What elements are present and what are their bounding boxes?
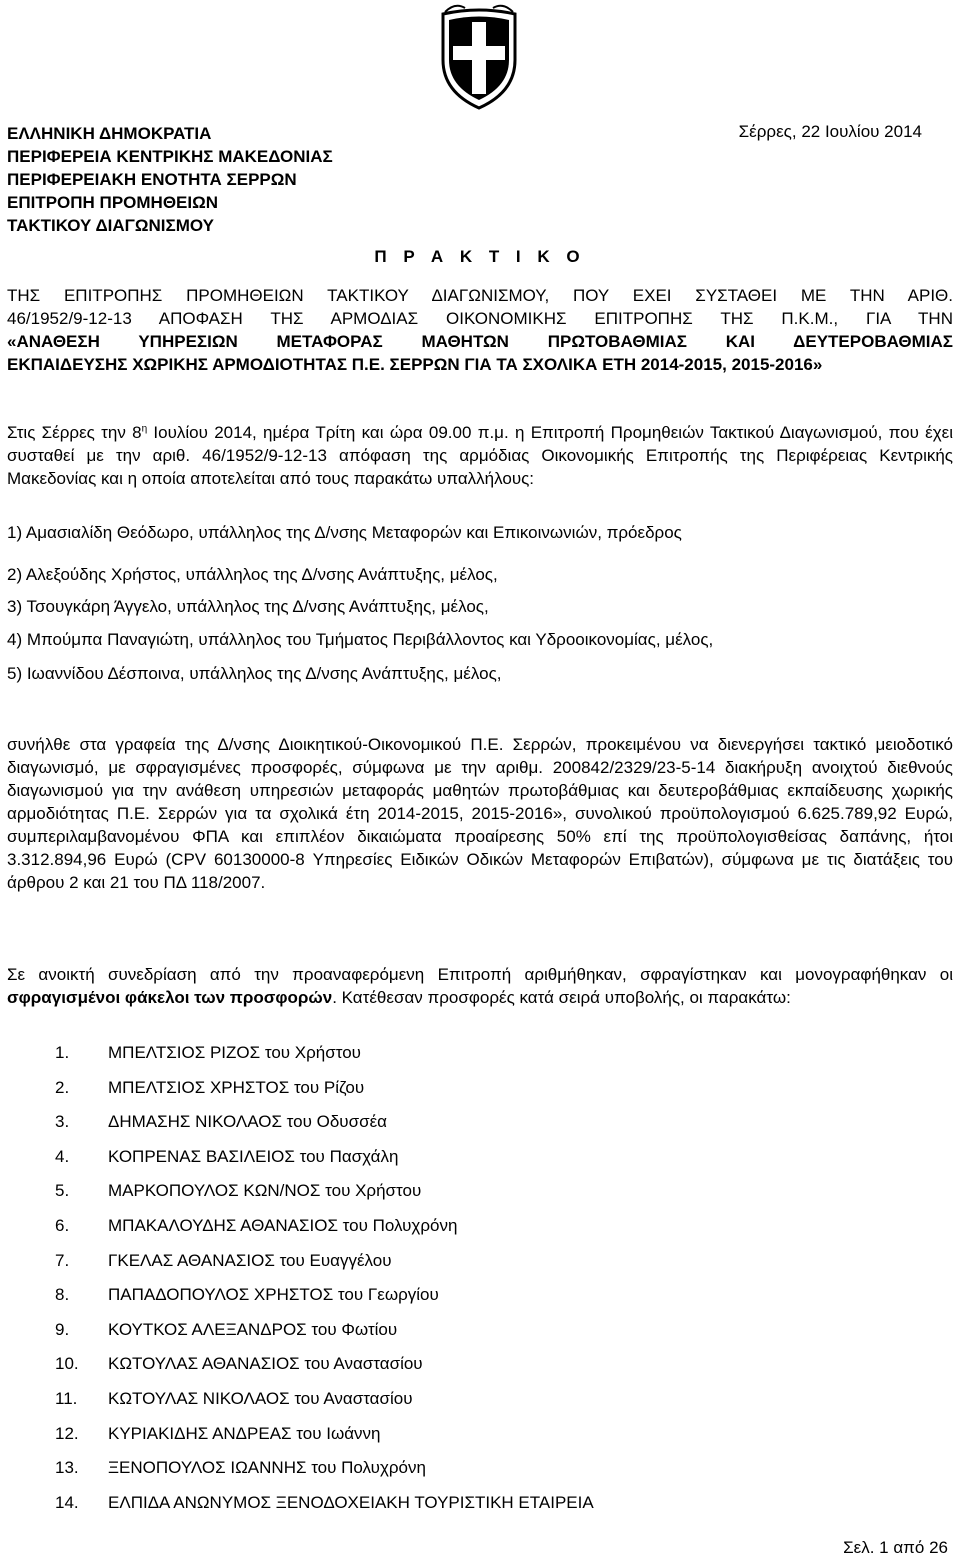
committee-member: 1) Αμασιαλίδη Θεόδωρο, υπάλληλος της Δ/νσης Μεταφορών και Επικοινωνιών, πρόεδρος xyxy=(7,523,682,542)
offer-bidder-name: ΜΠΕΛΤΣΙΟΣ ΡΙΖΟΣ του Χρήστου xyxy=(108,1043,361,1062)
offer-bidder-name: ΓΚΕΛΑΣ ΑΘΑΝΑΣΙΟΣ του Ευαγγέλου xyxy=(108,1250,392,1270)
header-line: ΠΕΡΙΦΕΡΕΙΑ ΚΕΝΤΡΙΚΗΣ ΜΑΚΕΔΟΝΙΑΣ xyxy=(7,147,333,166)
offer-bidder-name: ΚΩΤΟΥΛΑΣ ΝΙΚΟΛΑΟΣ του Αναστασίου xyxy=(108,1389,413,1408)
intro-superscript: η xyxy=(141,423,148,435)
document-date: Σέρρες, 22 Ιουλίου 2014 xyxy=(738,122,922,141)
subject-block xyxy=(7,284,953,376)
offer-number: 3. xyxy=(55,1112,70,1132)
offer-bidder-name: ΚΟΠΡΕΝΑΣ ΒΑΣΙΛΕΙΟΣ του Πασχάλη xyxy=(108,1146,399,1166)
subject-line: ΕΚΠΑΙΔΕΥΣΗΣ ΧΩΡΙΚΗΣ ΑΡΜΟΔΙΟΤΗΤΑΣ Π.Ε. ΣΕΡΡΩΝ ΓΙΑ ΤΑ ΣΧΟΛΙΚΑ ΕΤΗ 2014-2015, 2015-2016» xyxy=(7,355,823,374)
offer-bidder-name: ΜΑΡΚΟΠΟΥΛΟΣ ΚΩΝ/ΝΟΣ του Χρήστου xyxy=(108,1181,422,1201)
header-line: ΕΛΛΗΝΙΚΗ ΔΗΜΟΚΡΑΤΙΑ xyxy=(7,124,212,143)
offer-number: 4. xyxy=(55,1146,70,1166)
intro-text-start: Στις Σέρρες την 8 xyxy=(7,423,142,442)
offer-bidder-name: ΜΠΑΚΑΛΟΥΔΗΣ ΑΘΑΝΑΣΙΟΣ του Πολυχρόνη xyxy=(108,1216,458,1235)
offer-number: 11. xyxy=(55,1389,78,1408)
document-title: Π Ρ Α Κ Τ Ι Κ Ο xyxy=(374,247,586,266)
intro-paragraph xyxy=(7,421,953,490)
committee-member: 4) Μπούμπα Παναγιώτη, υπάλληλος του Τμήματος Περιβάλλοντος και Υδροοικονομίας, μέλος, xyxy=(7,630,714,649)
offer-number: 1. xyxy=(55,1043,70,1062)
offer-bidder-name: ΠΑΠΑΔΟΠΟΥΛΟΣ ΧΡΗΣΤΟΣ του Γεωργίου xyxy=(108,1285,439,1305)
offer-bidder-name: ΚΟΥΤΚΟΣ ΑΛΕΞΑΝΔΡΟΣ του Φωτίου xyxy=(108,1319,398,1339)
offer-number: 2. xyxy=(55,1077,70,1097)
offer-number: 8. xyxy=(55,1285,70,1305)
committee-member: 5) Ιωαννίδου Δέσποινα, υπάλληλος της Δ/νσης Ανάπτυξης, μέλος, xyxy=(7,664,502,683)
header-line: ΤΑΚΤΙΚΟΥ ΔΙΑΓΩΝΙΣΜΟΥ xyxy=(7,216,214,235)
offer-bidder-name: ΔΗΜΑΣΗΣ ΝΙΚΟΛΑΟΣ του Οδυσσέα xyxy=(108,1112,387,1132)
issuer-header xyxy=(7,122,333,237)
offer-number: 14. xyxy=(55,1492,79,1512)
session-text-bold: σφραγισμένοι φάκελοι των προσφορών xyxy=(7,988,333,1007)
page-number: Σελ. 1 από 26 xyxy=(843,1538,948,1557)
meeting-paragraph: συνήλθε στα γραφεία της Δ/νσης Διοικητικού-Οικονομικού Π.Ε. Σερρών, προκειμένου να διενεργήσει τακτικό μειοδοτικό διαγωνισμό, με σφραγισμένες προσφορές, σύμφωνα με την αριθμ. 200842/2329/23-5-14 διακήρυξη ανοιχτού διεθνούς διαγωνισμού για την ανάθεση υπηρεσιών μεταφοράς μαθητών πρωτοβάθμιας και δευτεροβάθμιας εκπαίδευσης χωρικής αρμοδιότητας Π.Ε. Σερρών για τα σχολικά έτη 2014-2015, 2015-2016», συνολικού προϋπολογισμού 6.625.789,92 Ευρώ, συμπεριλαμβανομένου ΦΠΑ και επιπλέον δικαιώματα προαίρεσης 50% επί της προϋπολογισθείσας δαπάνης, ήτοι 3.312.894,96 Ευρώ (CPV 60130000-8 Υπηρεσίες Ειδικών Οδικών Μεταφορών Επιβατών), σύμφωνα με τις διατάξεις του άρθρου 2 και 21 του ΠΔ 118/2007. xyxy=(7,735,953,892)
subject-line: ΤΗΣ ΕΠΙΤΡΟΠΗΣ ΠΡΟΜΗΘΕΙΩΝ ΤΑΚΤΙΚΟΥ ΔΙΑΓΩΝΙΣΜΟΥ, ΠΟΥ ΕΧΕΙ ΣΥΣΤΑΘΕΙ ΜΕ ΤΗΝ ΑΡΙΘ. xyxy=(7,286,953,305)
offer-number: 13. xyxy=(55,1458,79,1478)
offer-bidder-name: ΜΠΕΛΤΣΙΟΣ ΧΡΗΣΤΟΣ του Ρίζου xyxy=(108,1077,365,1097)
greek-coat-of-arms-emblem xyxy=(435,0,523,112)
offer-bidder-name: ΕΛΠΙΔΑ ΑΝΩΝΥΜΟΣ ΞΕΝΟΔΟΧΕΙΑΚΗ ΤΟΥΡΙΣΤΙΚΗ ΕΤΑΙΡΕΙΑ xyxy=(108,1492,594,1512)
header-line: ΠΕΡΙΦΕΡΕΙΑΚΗ ΕΝΟΤΗΤΑ ΣΕΡΡΩΝ xyxy=(7,170,297,189)
offer-number: 10. xyxy=(55,1354,79,1374)
offer-number: 6. xyxy=(55,1216,70,1235)
session-paragraph xyxy=(7,963,953,1009)
offer-number: 9. xyxy=(55,1319,70,1339)
offer-bidder-name: ΚΥΡΙΑΚΙΔΗΣ ΑΝΔΡΕΑΣ του Ιωάννη xyxy=(108,1423,381,1443)
intro-text-rest: Ιουλίου 2014, ημέρα Τρίτη και ώρα 09.00 π.μ. η Επιτροπή Προμηθειών Τακτικού Διαγωνισμού, που έχει συσταθεί με την αριθ. 46/1952/9-12-13 απόφαση της αρμόδιας Οικονομικής Επιτροπής της Περιφέρειας Κεντρικής Μακεδονίας και η οποία αποτελείται από τους παρακάτω υπαλλήλους: xyxy=(7,423,954,488)
session-text-start: Σε ανοικτή συνεδρίαση από την προαναφερόμενη Επιτροπή αριθμήθηκαν, σφραγίστηκαν και μονογραφήθηκαν οι xyxy=(7,965,953,984)
offer-bidder-name: ΞΕΝΟΠΟΥΛΟΣ ΙΩΑΝΝΗΣ του Πολυχρόνη xyxy=(108,1458,426,1478)
offer-number: 7. xyxy=(55,1250,70,1270)
committee-member: 2) Αλεξούδης Χρήστος, υπάλληλος της Δ/νσης Ανάπτυξης, μέλος, xyxy=(7,565,498,584)
offer-bidder-name: ΚΩΤΟΥΛΑΣ ΑΘΑΝΑΣΙΟΣ του Αναστασίου xyxy=(108,1354,423,1374)
offer-number: 12. xyxy=(55,1423,79,1443)
offer-number: 5. xyxy=(55,1181,70,1201)
subject-line: «ΑΝΑΘΕΣΗ ΥΠΗΡΕΣΙΩΝ ΜΕΤΑΦΟΡΑΣ ΜΑΘΗΤΩΝ ΠΡΩΤΟΒΑΘΜΙΑΣ ΚΑΙ ΔΕΥΤΕΡΟΒΑΘΜΙΑΣ xyxy=(7,332,953,351)
committee-member: 3) Τσουγκάρη Άγγελο, υπάλληλος της Δ/νσης Ανάπτυξης, μέλος, xyxy=(7,597,489,616)
session-text-end: . Κατέθεσαν προσφορές κατά σειρά υποβολής, οι παρακάτω: xyxy=(332,988,791,1007)
subject-line: 46/1952/9-12-13 ΑΠΟΦΑΣΗ ΤΗΣ ΑΡΜΟΔΙΑΣ ΟΙΚΟΝΟΜΙΚΗΣ ΕΠΙΤΡΟΠΗΣ ΤΗΣ Π.Κ.Μ., ΓΙΑ ΤΗΝ xyxy=(7,309,953,328)
header-line: ΕΠΙΤΡΟΠΗ ΠΡΟΜΗΘΕΙΩΝ xyxy=(7,193,219,212)
